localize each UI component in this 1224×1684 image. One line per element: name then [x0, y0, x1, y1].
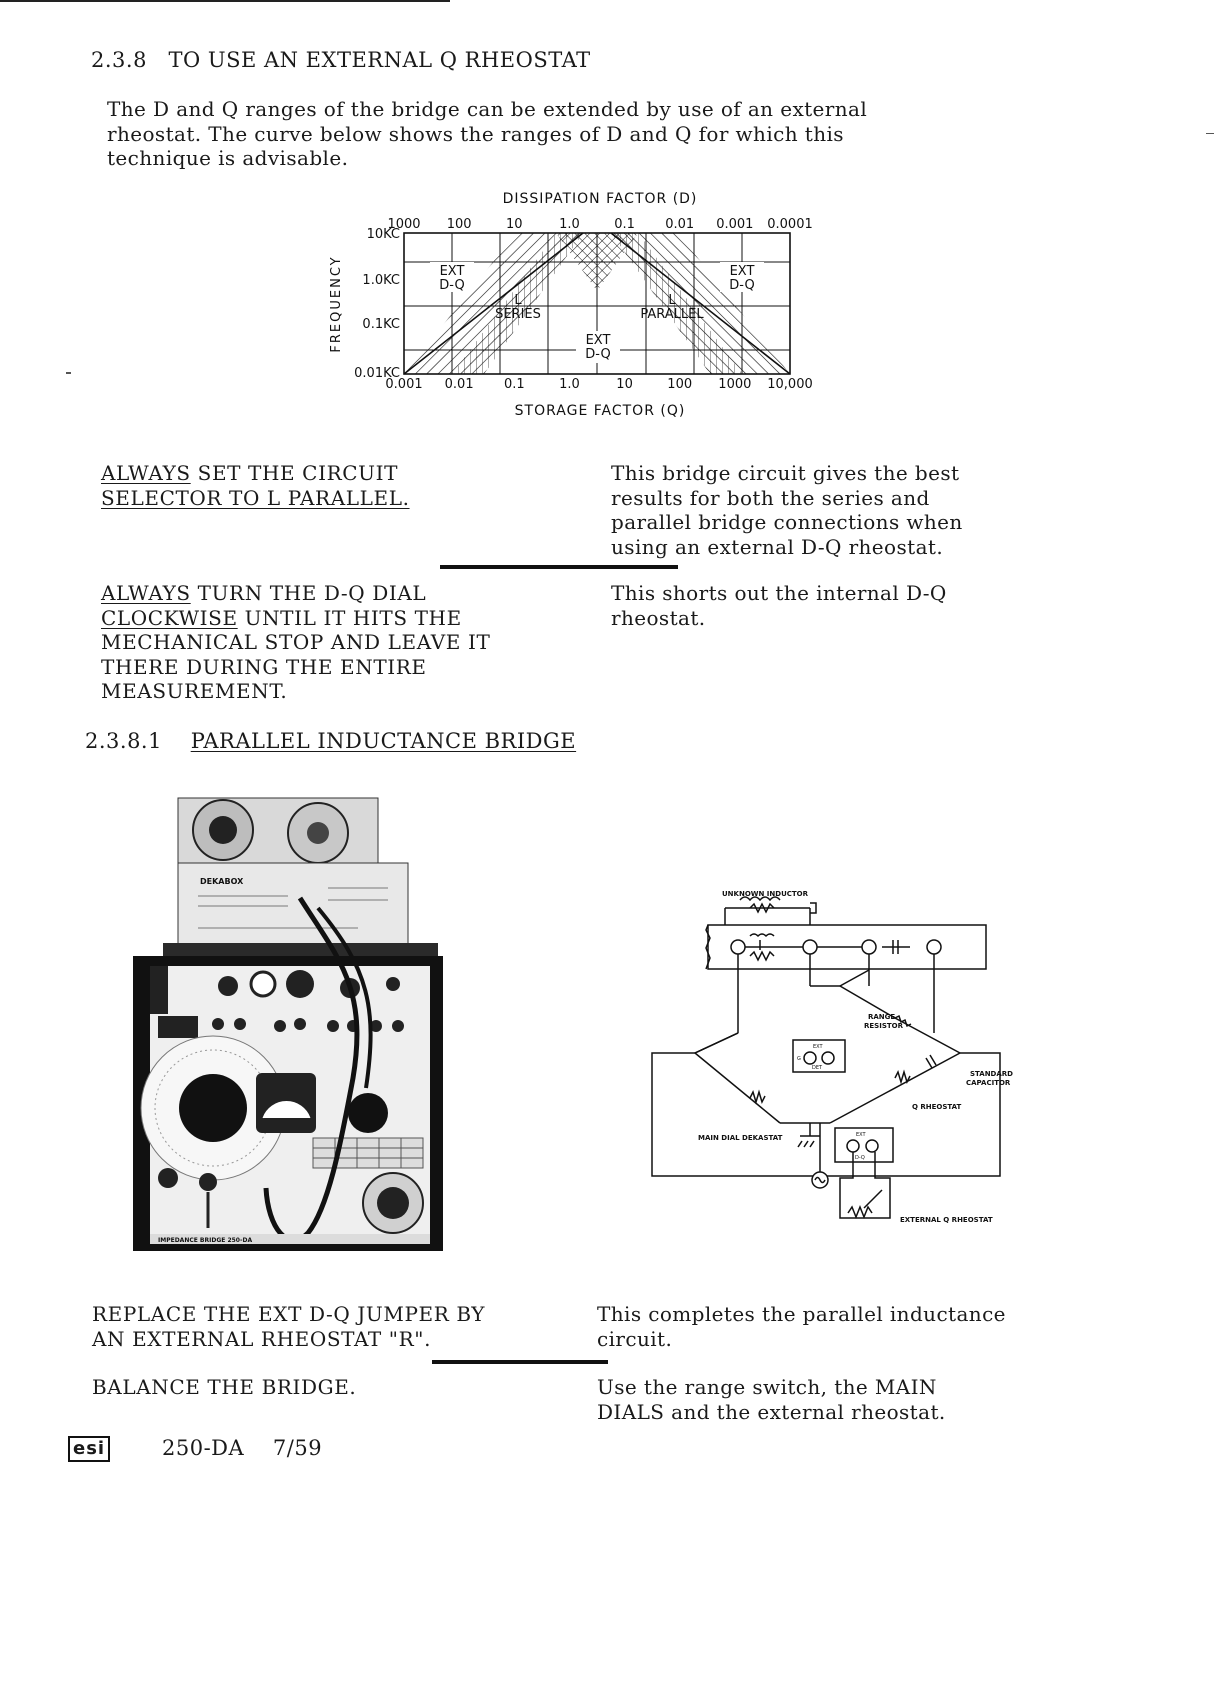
- instrument-photo: [128, 788, 460, 1258]
- y-tick-labels: [354, 227, 400, 381]
- note-line: using an external D-Q rheostat.: [611, 534, 944, 559]
- margin-mark: [66, 372, 71, 374]
- action-rest: TURN THE D-Q DIAL: [190, 581, 427, 605]
- schematic-label: RANGE: [868, 1013, 896, 1021]
- nameplate: IMPEDANCE BRIDGE 250-DA: [158, 1237, 253, 1244]
- subsection-title: PARALLEL INDUCTANCE BRIDGE: [190, 729, 577, 753]
- region-label: D-Q: [439, 278, 465, 293]
- note-line: This completes the parallel inductance: [597, 1302, 1006, 1326]
- terminal-icon: [803, 940, 817, 954]
- note-line: Use the range switch, the MAIN: [597, 1375, 937, 1399]
- region-label: PARALLEL: [640, 307, 704, 322]
- schematic-label: D-Q: [855, 1155, 865, 1161]
- section-heading: [91, 48, 591, 72]
- action-line: [101, 581, 490, 606]
- y-axis-label: FREQUENCY: [329, 255, 344, 353]
- action-line: MEASUREMENT.: [101, 679, 288, 703]
- dq-range-chart: [320, 186, 813, 420]
- instruction-action: [92, 1375, 356, 1400]
- knob-icon: [218, 976, 238, 996]
- schematic-label: Q RHEOSTAT: [912, 1103, 962, 1111]
- q-rheostat-icon: [895, 1072, 910, 1082]
- emphasis-word: ALWAYS: [101, 581, 191, 605]
- region-label: EXT: [439, 264, 465, 279]
- bottom-tick-labels: [385, 377, 812, 392]
- y-tick-label: 0.01KC: [354, 366, 400, 381]
- action-line: AN EXTERNAL RHEOSTAT "R".: [92, 1326, 432, 1351]
- top-tick-label: 0.0001: [767, 217, 813, 232]
- instruction-note: [597, 1375, 946, 1424]
- region-label: D-Q: [729, 278, 755, 293]
- bottom-tick-label: 1.0: [559, 377, 580, 392]
- note-line: DIALS and the external rheostat.: [597, 1399, 946, 1424]
- note-line: This shorts out the internal D-Q: [611, 581, 947, 605]
- schematic-label: UNKNOWN INDUCTOR: [722, 890, 809, 898]
- x-axis-label: STORAGE FACTOR (Q): [514, 403, 686, 419]
- top-tick-label: 1.0: [559, 217, 580, 232]
- intro-line: rheostat. The curve below shows the ranges of D and Q for which this: [107, 121, 844, 146]
- terminal-icon: [927, 940, 941, 954]
- knob-icon: [158, 1168, 178, 1188]
- intro-line: technique is advisable.: [107, 146, 349, 170]
- instruction-action: [101, 461, 410, 510]
- y-tick-label: 10KC: [366, 227, 400, 242]
- action-line: BALANCE THE BRIDGE.: [92, 1375, 357, 1399]
- footer-doc: [162, 1436, 322, 1460]
- knob-icon: [307, 822, 329, 844]
- margin-mark: [1206, 133, 1214, 134]
- knob-icon: [209, 816, 237, 844]
- action-line: THERE DURING THE ENTIRE: [101, 654, 427, 679]
- top-tick-label: 100: [446, 217, 472, 232]
- y-tick-label: 1.0KC: [362, 273, 400, 288]
- step-divider: [432, 1360, 608, 1364]
- schematic-label: STANDARD: [970, 1070, 1013, 1078]
- parallel-inductance-schematic: [650, 888, 1030, 1228]
- step-divider: [440, 565, 678, 569]
- action-line: REPLACE THE EXT D-Q JUMPER BY: [92, 1302, 486, 1326]
- bottom-tick-label: 1000: [718, 377, 752, 392]
- main-dial-knob: [179, 1074, 247, 1142]
- external-rheostat-icon: [848, 1207, 872, 1217]
- chart-title: DISSIPATION FACTOR (D): [502, 191, 698, 207]
- schematic-label: CAPACITOR: [966, 1079, 1011, 1087]
- schematic-label: EXTERNAL Q RHEOSTAT: [900, 1216, 993, 1224]
- bottom-tick-label: 0.01: [444, 377, 474, 392]
- top-tick-label: 0.01: [665, 217, 695, 232]
- schematic-label: EXT: [813, 1044, 823, 1050]
- subsection-heading: [85, 729, 576, 753]
- region-label: D-Q: [585, 347, 611, 362]
- knob-icon: [348, 1093, 388, 1133]
- emphasis-word: CLOCKWISE: [101, 605, 238, 630]
- section-number: 2.3.8: [91, 48, 147, 72]
- top-tick-label: 0.1: [614, 217, 635, 232]
- action-line: SELECTOR TO L PARALLEL.: [101, 485, 410, 510]
- terminal-icon: [731, 940, 745, 954]
- top-border: [0, 0, 450, 2]
- switch-grid: [313, 1138, 423, 1168]
- top-tick-label: 1000: [387, 217, 421, 232]
- instruction-note: [597, 1302, 1006, 1351]
- bottom-tick-label: 0.001: [385, 377, 423, 392]
- bottom-tick-label: 100: [667, 377, 693, 392]
- action-line: MECHANICAL STOP AND LEAVE IT: [101, 630, 491, 654]
- terminal-icon: [386, 977, 400, 991]
- bottom-tick-label: 0.1: [503, 377, 525, 392]
- instruction-action: [92, 1302, 485, 1351]
- schematic-label: MAIN DIAL DEKASTAT: [698, 1134, 783, 1142]
- y-tick-label: 0.1KC: [362, 317, 400, 332]
- region-label: EXT: [729, 264, 755, 279]
- instruction-action: [101, 581, 490, 704]
- note-line: parallel bridge connections when: [611, 510, 963, 534]
- bottom-tick-label: 10,000: [767, 377, 813, 392]
- action-line: [101, 461, 410, 486]
- intro-paragraph: [107, 97, 867, 171]
- region-label: EXT: [585, 333, 611, 348]
- knob-icon: [377, 1187, 409, 1219]
- intro-line: The D and Q ranges of the bridge can be extended by use of an external: [107, 97, 868, 121]
- emphasis-word: ALWAYS: [101, 461, 191, 485]
- region-label: SERIES: [495, 307, 541, 322]
- doc-date: 7/59: [272, 1436, 323, 1460]
- schematic-label: DET: [812, 1065, 823, 1071]
- note-line: rheostat.: [611, 605, 706, 630]
- terminal-icon: [862, 940, 876, 954]
- panel-label: DEKABOX: [200, 877, 244, 886]
- note-line: This bridge circuit gives the best: [611, 461, 960, 485]
- action-rest: SET THE CIRCUIT: [190, 461, 399, 485]
- top-tick-labels: [387, 217, 812, 232]
- schematic-label: RESISTOR: [864, 1022, 903, 1030]
- action-line: [101, 606, 490, 631]
- top-tick-label: 0.001: [716, 217, 754, 232]
- action-rest: UNTIL IT HITS THE: [237, 605, 462, 630]
- subsection-number: 2.3.8.1: [85, 729, 162, 753]
- schematic-label: EXT: [856, 1132, 866, 1138]
- bottom-tick-label: 10: [616, 377, 633, 392]
- note-line: circuit.: [597, 1326, 673, 1351]
- top-tick-label: 10: [506, 217, 523, 232]
- knob-icon: [199, 1173, 217, 1191]
- region-label: L: [668, 293, 676, 308]
- esi-logo: esi: [68, 1436, 110, 1462]
- schematic-label: G: [797, 1056, 801, 1062]
- knob-icon: [286, 970, 314, 998]
- region-label: L: [514, 293, 522, 308]
- instruction-note: [611, 461, 963, 559]
- instruction-note: [611, 581, 947, 630]
- section-title: TO USE AN EXTERNAL Q RHEOSTAT: [168, 48, 591, 72]
- note-line: results for both the series and: [611, 485, 930, 510]
- knob-icon: [251, 972, 275, 996]
- doc-id: 250-DA: [162, 1436, 245, 1460]
